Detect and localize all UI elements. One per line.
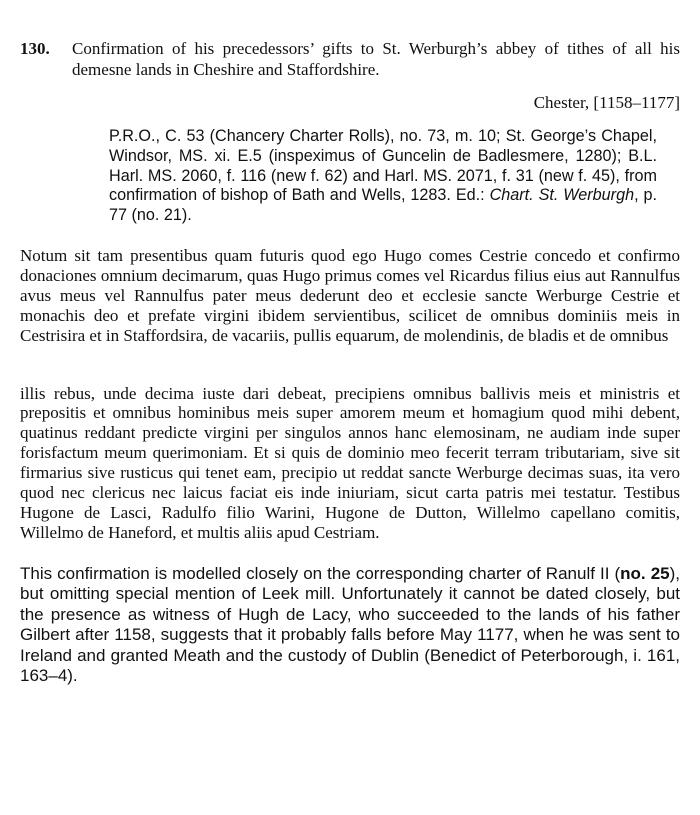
commentary-text-before: This confirmation is modelled closely on the corresponding charter of Ranulf II ( xyxy=(20,563,621,583)
charter-text-part2: illis rebus, unde decima iuste dari debeat, precipiens omnibus ballivis meis et ministris et prepositis et omnibus hominibus meis super amorem meum et homagium quod mihi debent, quatinus reddant predicte virgini per singulos annos hanc elemosinam, ne audiam inde super forisfactum meum querimoniam. Et si quis de dominio meo fecerit terram tributariam, sive sit firmarius sive rusticus qui tenet eam, precipio ut reddat sancte Werburge decimas suas, ita vero quod nec clericus nec laicus faciat eis inde iniuriam, sicut carta patris mei testatur. Testibus Hugone de Lasci, Radulfo filio Warini, Hugone de Dutton, Willelmo capellano comitis, Willelmo de Haneford, et multis aliis apud Cestriam. xyxy=(20,383,680,542)
document-page xyxy=(20,38,680,687)
sources-text: P.R.O., C. 53 (Chancery Charter Rolls), no. 73, m. 10; St. George’s Chapel, Windsor, MS. xi. E.5 (inspeximus of Guncelin de Badlesmere, 1280); B.L. Harl. MS. 2060, f. 116 (new f. 62) and Harl. MS. 2071, f. 31 (new f. 45), from confirmation of bishop of Bath and Wells, 1283. Ed.: xyxy=(109,127,657,205)
commentary-text-after: ), but omitting special mention of Leek mill. Unfortunately it cannot be dated closely, but the presence as witness of Hugh de Lacy, who succeeded to the lands of his father Gilbert after 1158, suggests that it probably falls before May 1177, when he was sent to Ireland and granted Meath and the custody of Dublin (Benedict of Peterborough, i. 161, 163–4). xyxy=(20,563,680,686)
edition-title: Chart. St. Werburgh xyxy=(489,186,635,205)
charter-text-part1: Notum sit tam presentibus quam futuris quod ego Hugo comes Cestrie concedo et confirmo donaciones omnium decimarum, quas Hugo primus comes vel Ricardus filius eius aut Rannulfus avus meus vel Rannulfus pater meus dederunt deo et ecclesie sancte Werburge Cestrie et monachis deo et prefate virgini ibidem servientibus, scilicet de omnibus dominiis meis in Cestrisira et in Staffordsira, de vacariis, pullis equarum, de molendinis, de bladis et de omnibus xyxy=(20,245,680,345)
charter-heading xyxy=(20,38,680,80)
editorial-commentary xyxy=(20,564,680,687)
cross-reference: no. 25 xyxy=(620,563,670,583)
manuscript-sources xyxy=(109,127,657,226)
charter-title: Confirmation of his precedessors’ gifts to St. Werburgh’s abbey of tithes of all his demesne lands in Cheshire and Staffordshire. xyxy=(72,39,680,79)
charter-number: 130. xyxy=(20,39,50,58)
edition-reference: , p. 77 (no. 21). xyxy=(109,186,657,225)
place-date: Chester, [1158–1177] xyxy=(533,93,680,112)
